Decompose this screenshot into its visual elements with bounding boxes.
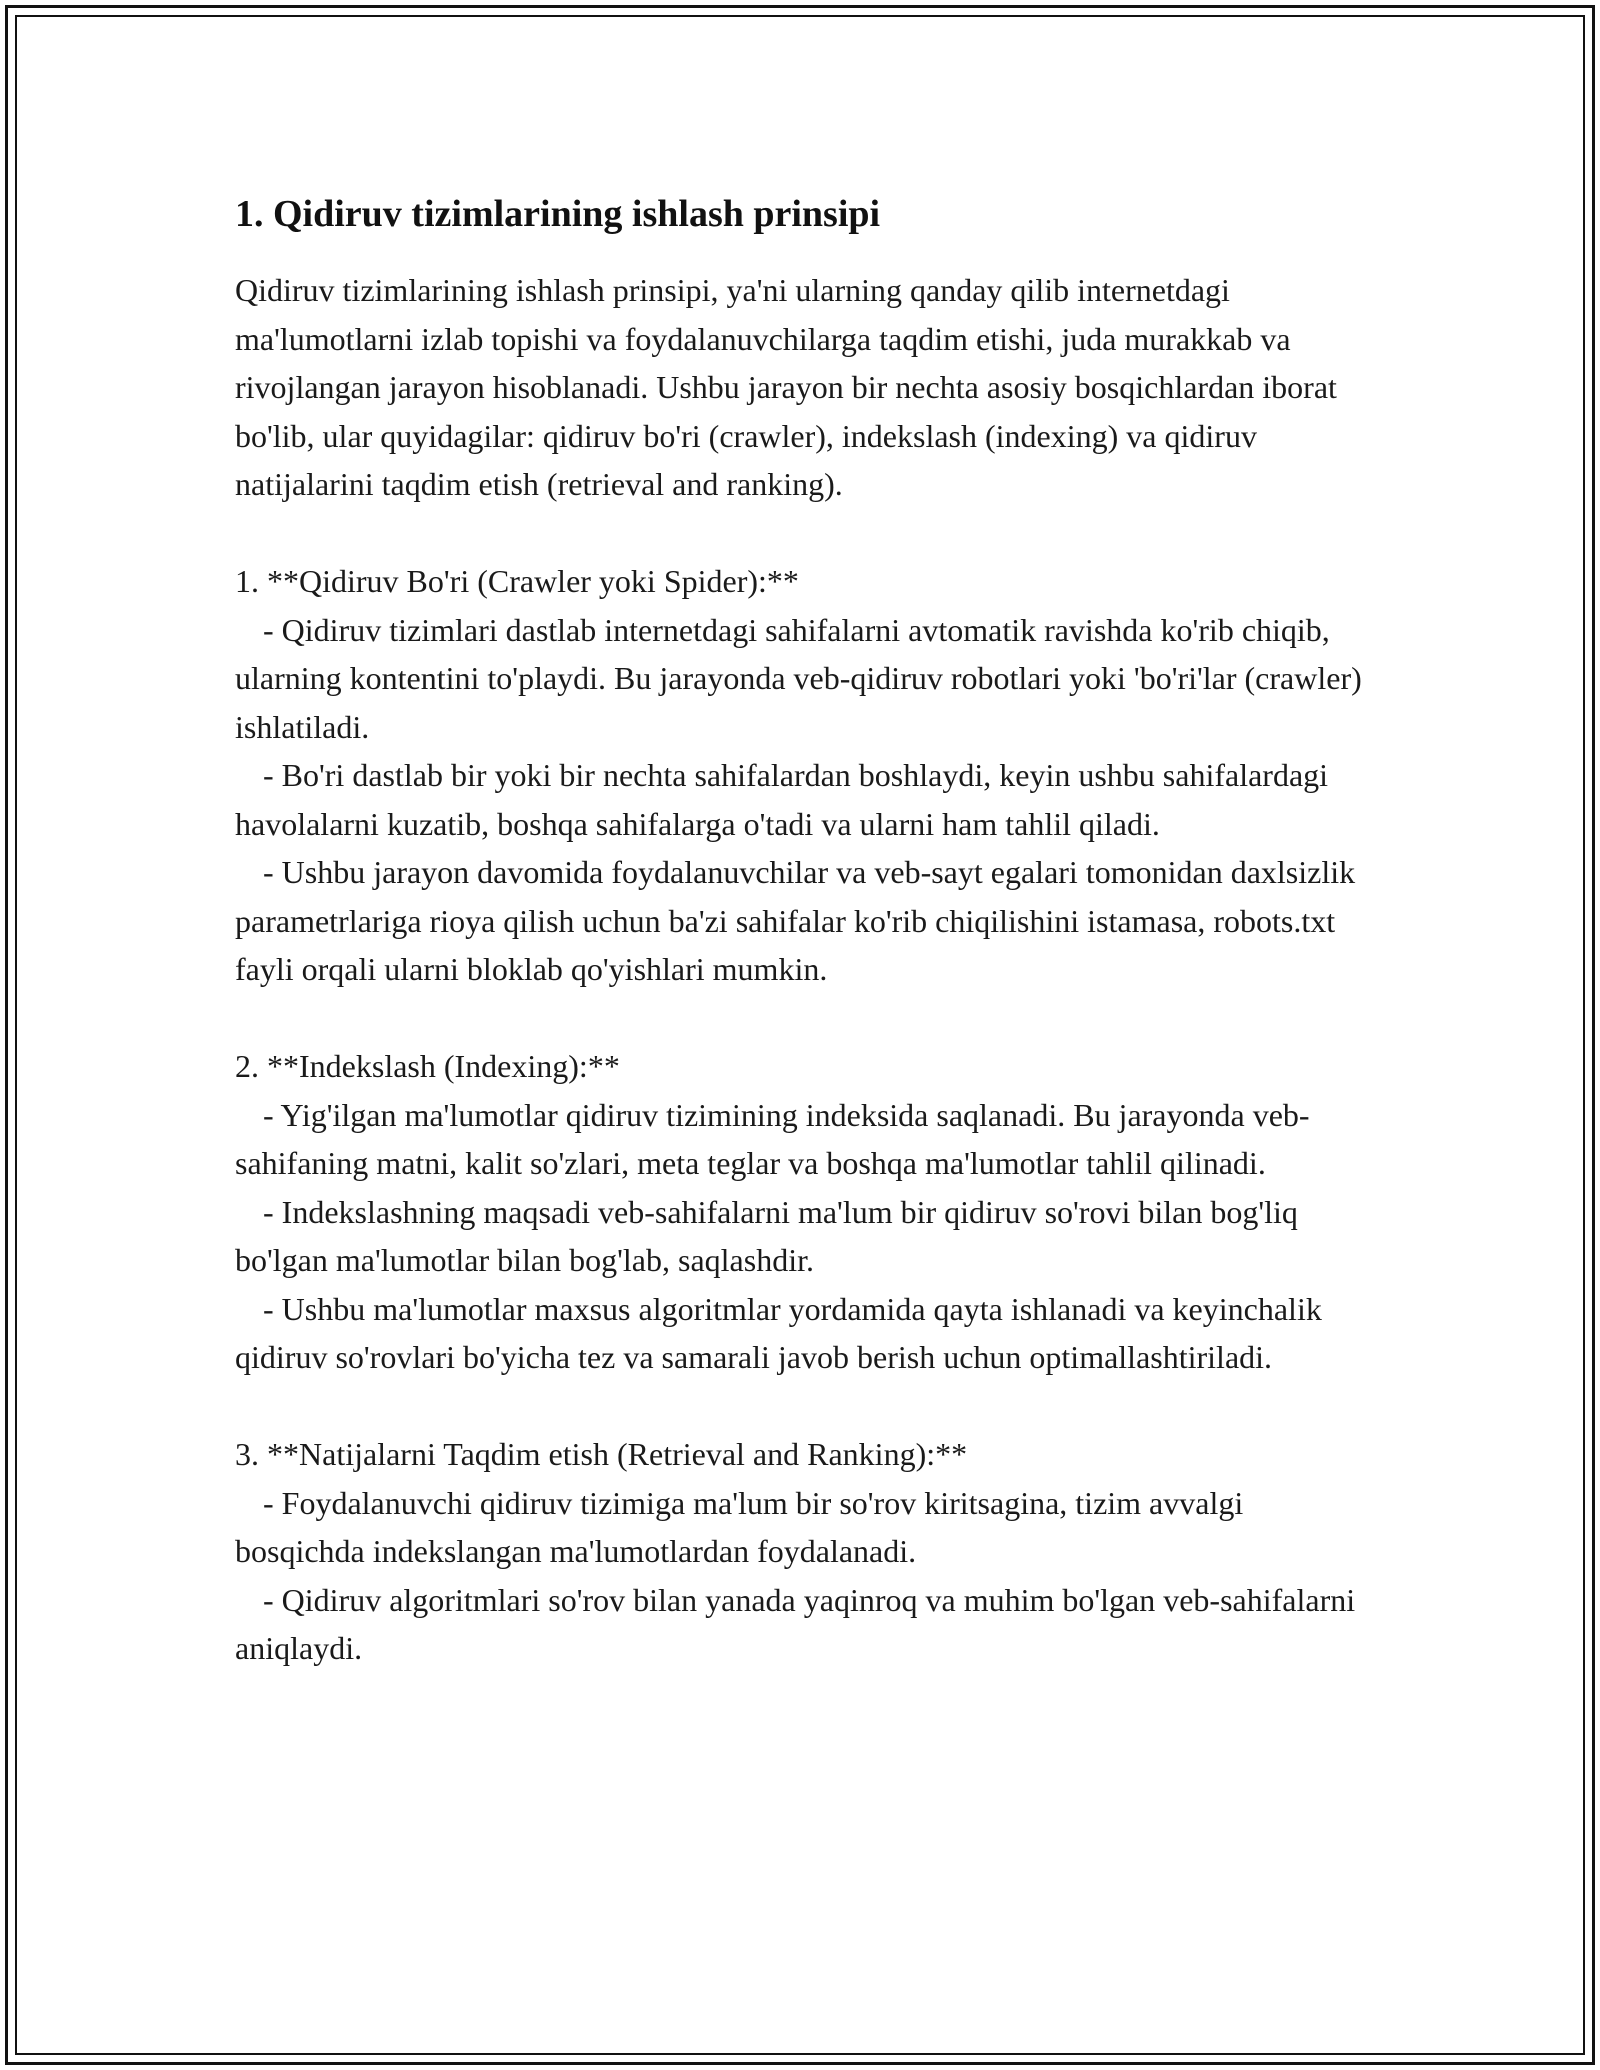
section-bullet: - Yig'ilgan ma'lumotlar qidiruv tizimining indeksida saqlanadi. Bu jarayonda veb-sahifaning matni, kalit so'zlari, meta teglar va boshqa ma'lumotlar tahlil qilinadi. <box>235 1096 1310 1181</box>
spacer <box>235 509 1375 558</box>
section-bullet: - Qidiruv tizimlari dastlab internetdagi sahifalarni avtomatik ravishda ko'rib chiqib, ularning kontentini to'playdi. Bu jarayonda veb-qidiruv robotlari yoki 'bo'ri'lar (crawler) ishlatiladi. <box>235 611 1362 745</box>
section-bullet: - Foydalanuvchi qidiruv tizimiga ma'lum bir so'rov kiritsagina, tizim avvalgi bosqichda indekslangan ma'lumotlardan foydalanadi. <box>235 1484 1244 1569</box>
spacer <box>235 1382 1375 1431</box>
section-title: 3. **Natijalarni Taqdim etish (Retrieval and Ranking):** <box>235 1436 968 1472</box>
section-title: 2. **Indekslash (Indexing):** <box>235 1048 620 1084</box>
section-bullet: - Ushbu ma'lumotlar maxsus algoritmlar yordamida qayta ishlanadi va keyinchalik qidiruv so'rovlari bo'yicha tez va samarali javob berish uchun optimallashtiriladi. <box>235 1290 1322 1375</box>
document-body <box>235 186 1375 1673</box>
section-bullet: - Qidiruv algoritmlari so'rov bilan yanada yaqinroq va muhim bo'lgan veb-sahifalarni aniqlaydi. <box>235 1581 1356 1666</box>
page-title: 1. Qidiruv tizimlarining ishlash prinsipi <box>235 193 881 235</box>
section-bullet: - Indekslashning maqsadi veb-sahifalarni ma'lum bir qidiruv so'rovi bilan bog'liq bo'lgan ma'lumotlar bilan bog'lab, saqlashdir. <box>235 1193 1298 1278</box>
section-bullet: - Bo'ri dastlab bir yoki bir nechta sahifalardan boshlaydi, keyin ushbu sahifalardagi havolalarni kuzatib, boshqa sahifalarga o'tadi va ularni ham tahlil qiladi. <box>235 757 1329 842</box>
section-crawler <box>235 557 1375 994</box>
section-ranking <box>235 1430 1375 1673</box>
intro-paragraph: Qidiruv tizimlarining ishlash prinsipi, ya'ni ularning qanday qilib internetdagi ma'lumotlarni izlab topishi va foydalanuvchilarga taqdim etishi, juda murakkab va rivojlangan jarayon hisoblanadi. Ushbu jarayon bir nechta asosiy bosqichlardan iborat bo'lib, ular quyidagilar: qidiruv bo'ri (crawler), indekslash (indexing) va qidiruv natijalarini taqdim etish (retrieval and ranking). <box>235 272 1345 502</box>
section-title: 1. **Qidiruv Bo'ri (Crawler yoki Spider):** <box>235 563 799 599</box>
section-indexing <box>235 1042 1375 1382</box>
section-bullet: - Ushbu jarayon davomida foydalanuvchilar va veb-sayt egalari tomonidan daxlsizlik parametrlariga rioya qilish uchun ba'zi sahifalar ko'rib chiqilishini istamasa, robots.txt fayli orqali ularni bloklab qo'yishlari mumkin. <box>235 854 1356 987</box>
spacer <box>235 994 1375 1043</box>
